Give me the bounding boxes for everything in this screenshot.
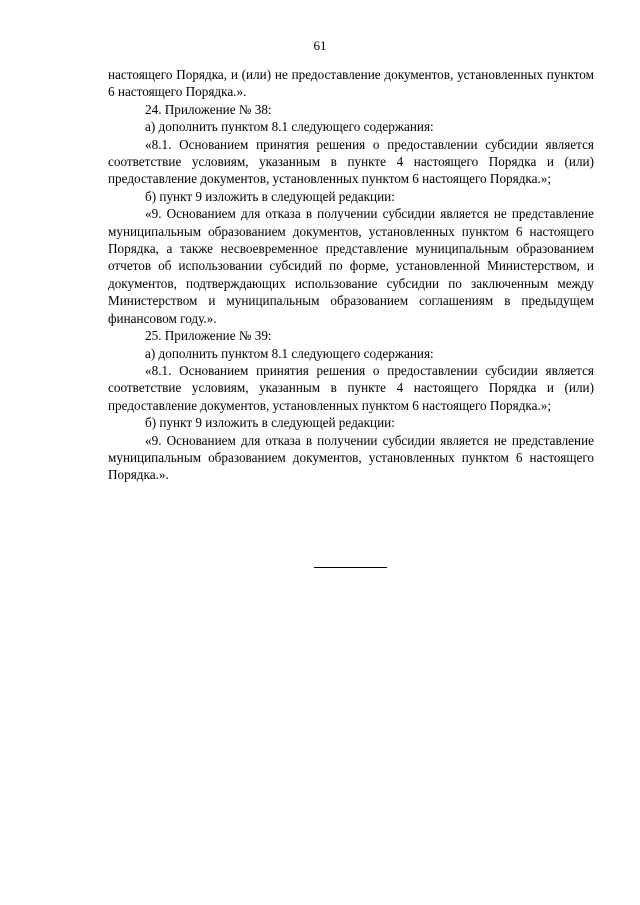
paragraph-continuation: настоящего Порядка, и (или) не предоставление документов, установленных пунктом 6 настоящего Порядка.». (108, 67, 594, 100)
paragraph-item-24-heading: 24. Приложение № 38: (145, 101, 272, 117)
paragraph-item-25-heading: 25. Приложение № 39: (145, 328, 272, 344)
paragraph-item-25-a: а) дополнить пунктом 8.1 следующего содержания: (145, 345, 434, 361)
paragraph-item-24-a: а) дополнить пунктом 8.1 следующего содержания: (145, 119, 434, 135)
paragraph-item-25-a-text: «8.1. Основанием принятия решения о предоставлении субсидии является соответствие условиям, указанным в пункте 4 настоящего Порядка и (или) предоставление документов, установленных пунктом 6 настоящего Порядка.»; (108, 362, 594, 413)
paragraph-item-24-a-text: «8.1. Основанием принятия решения о предоставлении субсидии является соответствие условиям, указанным в пункте 4 настоящего Порядка и (или) предоставление документов, установленных пунктом 6 настоящего Порядка.»; (108, 136, 594, 187)
paragraph-item-24-b-text: «9. Основанием для отказа в получении субсидии является не представление муниципальным образованием документов, установленных пунктом 6 настоящего Порядка, а также несвоевременное представление муниципальным образованием отчетов об использовании субсидий по форме, установленной Министерством, и документов, подтверждающих использование субсидии по заключенным между Министерством и муниципальным образованием соглашениям в предыдущем финансовом году.». (108, 206, 594, 326)
paragraph-item-25-b: б) пункт 9 изложить в следующей редакции: (145, 415, 395, 431)
document-body (108, 66, 594, 484)
paragraph-item-25-b-text: «9. Основанием для отказа в получении субсидии является не представление муниципальным образованием документов, установленных пунктом 6 настоящего Порядка.». (108, 432, 594, 483)
paragraph-item-24-b: б) пункт 9 изложить в следующей редакции: (145, 188, 395, 204)
end-separator-line (314, 567, 387, 568)
page-number: 61 (313, 38, 327, 53)
